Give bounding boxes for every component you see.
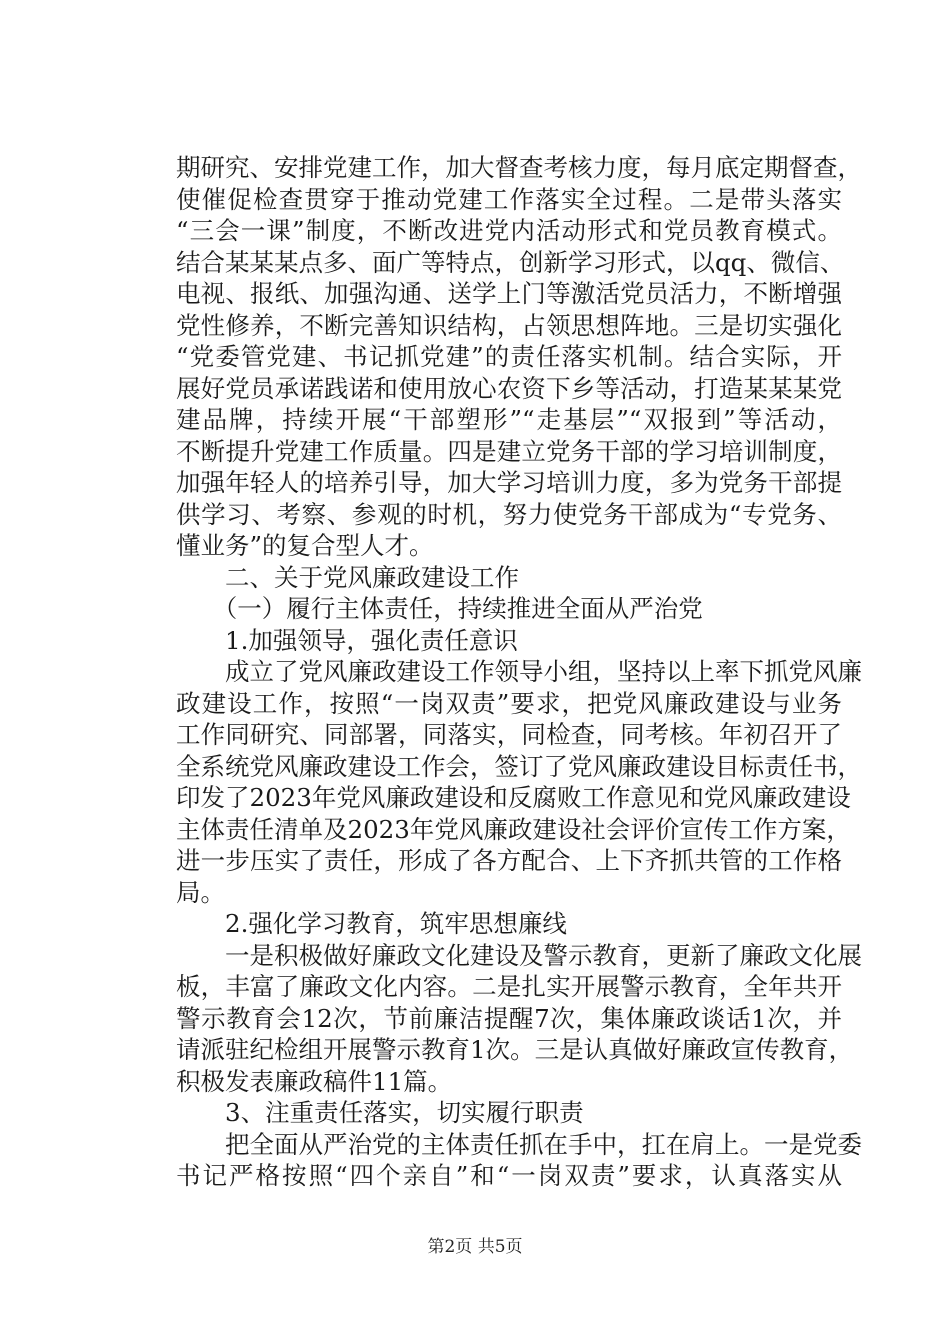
text-line: “三会一课”制度，不断改进党内活动形式和党员教育模式。: [176, 216, 842, 245]
document-body: [176, 152, 862, 1192]
text-line: 不断提升党建工作质量。四是建立党务干部的学习培训制度，: [176, 436, 842, 466]
text-line: 全系统党风廉政建设工作会，签订了党风廉政建设目标责任书，: [176, 751, 862, 781]
text-line: 建品牌，持续开展“干部塑形”“走基层”“双报到”等活动，: [176, 405, 842, 434]
text-line: 印发了2023年党风廉政建设和反腐败工作意见和党风廉政建设: [176, 783, 851, 812]
text-line: 3、注重责任落实，切实履行职责: [176, 1098, 584, 1127]
text-line: 使催促检查贯穿于推动党建工作落实全过程。二是带头落实: [176, 184, 842, 214]
text-line: 警示教育会12次，节前廉洁提醒7次，集体廉政谈话1次，并: [176, 1003, 842, 1033]
text-line: 一是积极做好廉政文化建设及警示教育，更新了廉政文化展: [176, 940, 862, 970]
text-line: 进一步压实了责任，形成了各方配合、上下齐抓共管的工作格: [176, 846, 842, 875]
text-line: 电视、报纸、加强沟通、送学上门等激活党员活力，不断增强: [176, 279, 842, 308]
text-line: 期研究、安排党建工作，加大督查考核力度，每月底定期督查，: [176, 153, 862, 182]
text-line: 二、关于党风廉政建设工作: [176, 562, 519, 592]
text-line: 政建设工作，按照“一岗双责”要求，把党风廉政建设与业务: [176, 688, 842, 718]
text-line: 把全面从严治党的主体责任抓在手中，扛在肩上。一是党委: [176, 1129, 862, 1159]
text-line: 懂业务”的复合型人才。: [176, 531, 434, 560]
text-line: 供学习、考察、参观的时机，努力使党务干部成为“专党务、: [176, 499, 842, 529]
text-line: 党性修养，不断完善知识结构，占领思想阵地。三是切实强化: [176, 310, 842, 340]
text-line: “党委管党建、书记抓党建”的责任落实机制。结合实际，开: [176, 342, 842, 371]
text-line: 局。: [176, 877, 225, 907]
text-line: 加强年轻人的培养引导，加大学习培训力度，多为党务干部提: [176, 468, 842, 497]
text-line: （一）履行主体责任，持续推进全面从严治党: [176, 594, 703, 623]
text-line: 展好党员承诺践诺和使用放心农资下乡等活动，打造某某某党: [176, 373, 842, 403]
text-line: 积极发表廉政稿件11篇。: [176, 1066, 453, 1096]
page-footer: 第2页 共5页: [427, 1237, 523, 1257]
text-line: 书记严格按照“四个亲自”和“一岗双责”要求，认真落实从: [176, 1161, 842, 1190]
text-line: 成立了党风廉政建设工作领导小组，坚持以上率下抓党风廉: [176, 657, 862, 686]
text-line: 结合某某某点多、面广等特点，创新学习形式，以qq、微信、: [176, 247, 845, 277]
text-line: 板，丰富了廉政文化内容。二是扎实开展警示教育，全年共开: [176, 972, 842, 1001]
text-line: 2.强化学习教育，筑牢思想廉线: [176, 909, 567, 938]
text-line: 1.加强领导，强化责任意识: [176, 625, 518, 655]
text-line: 请派驻纪检组开展警示教育1次。三是认真做好廉政宣传教育，: [176, 1035, 854, 1064]
text-line: 主体责任清单及2023年党风廉政建设社会评价宣传工作方案，: [176, 814, 851, 844]
text-line: 工作同研究、同部署，同落实，同检查，同考核。年初召开了: [176, 720, 842, 749]
